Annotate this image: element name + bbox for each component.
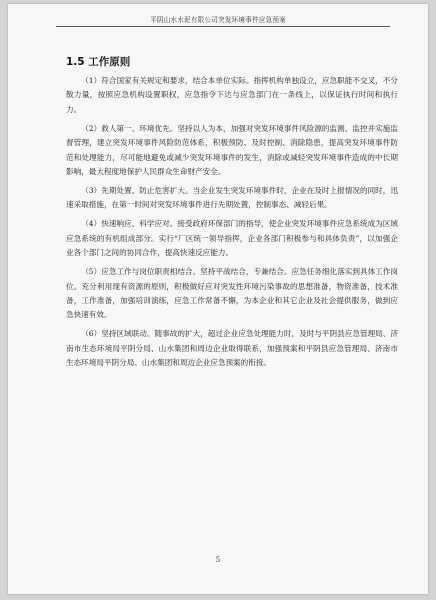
paragraph-3: （3）先期处置、防止危害扩大。当企业发生突发环境事件时，企业在及时上报情况的同时，迅速采取措施，在第一时间对突发环境事件进行先期处置，控制事态、减轻后果。 (66, 186, 398, 210)
running-header: 平阴山水水泥有限公司突发环境事件应急预案 (150, 16, 286, 24)
paragraph-1: （1）符合国家有关规定和要求，结合本单位实际。指挥机构单独设立，应急职能不交叉，不分散力量，按照应急机构设置职权，应急指令下达与应急部门在一条线上，以保证执行时间和执行力。 (66, 76, 398, 114)
page-number: 5 (215, 556, 221, 564)
body-text (66, 74, 398, 375)
paragraph-5: （5）应急工作与岗位职责相结合。坚持平战结合，专兼结合。应急任务细化落实到具体工作岗位。充分利用现有资源的原则，积极做好应对突发性环境污染事故的思想准备，物资准备，技术准备，工作准备，加强培训演练，应急工作常备不懈，为本企业和其它企业及社会提供服务，做到应急快速有效。 (66, 267, 398, 320)
section-title: 1.5 工作原则 (66, 56, 131, 68)
header-divider (56, 26, 390, 27)
document-page (8, 4, 428, 594)
paragraph-4: （4）快速响应、科学应对。接受政府环保部门的指导，使企业突发环境事件应急系统成为区域应急系统的有机组成部分。实行“厂区统一领导指挥，企业各部门积极参与和具体负责”，以加强企业各个部门之间的协同合作，提高快速反应能力。 (66, 219, 398, 258)
paragraph-2: （2）救人第一、环境优先。坚持以人为本，加强对突发环境事件风险源的监测、监控并实施监督管理，建立突发环境事件风险防范体系，积极预防、及时控制、消除隐患，提高突发环境事件防范和处理能力，尽可能地避免或减少突发环境事件的发生，消除或减轻突发环境事件造成的中长期影响，最大程度地保护人民群众生命财产安全。 (66, 123, 398, 177)
paragraph-6: （6）坚持区域联动。随事故的扩大，超过企业应急处理能力时，及时与平阴县应急管理局、济南市生态环境局平阴分局、山水集团和周边企业取得联系，加强预案和平阴县应急管理局、济南市生态环境局平阴分局、山水集团和周边企业应急预案的衔接。 (66, 329, 398, 368)
